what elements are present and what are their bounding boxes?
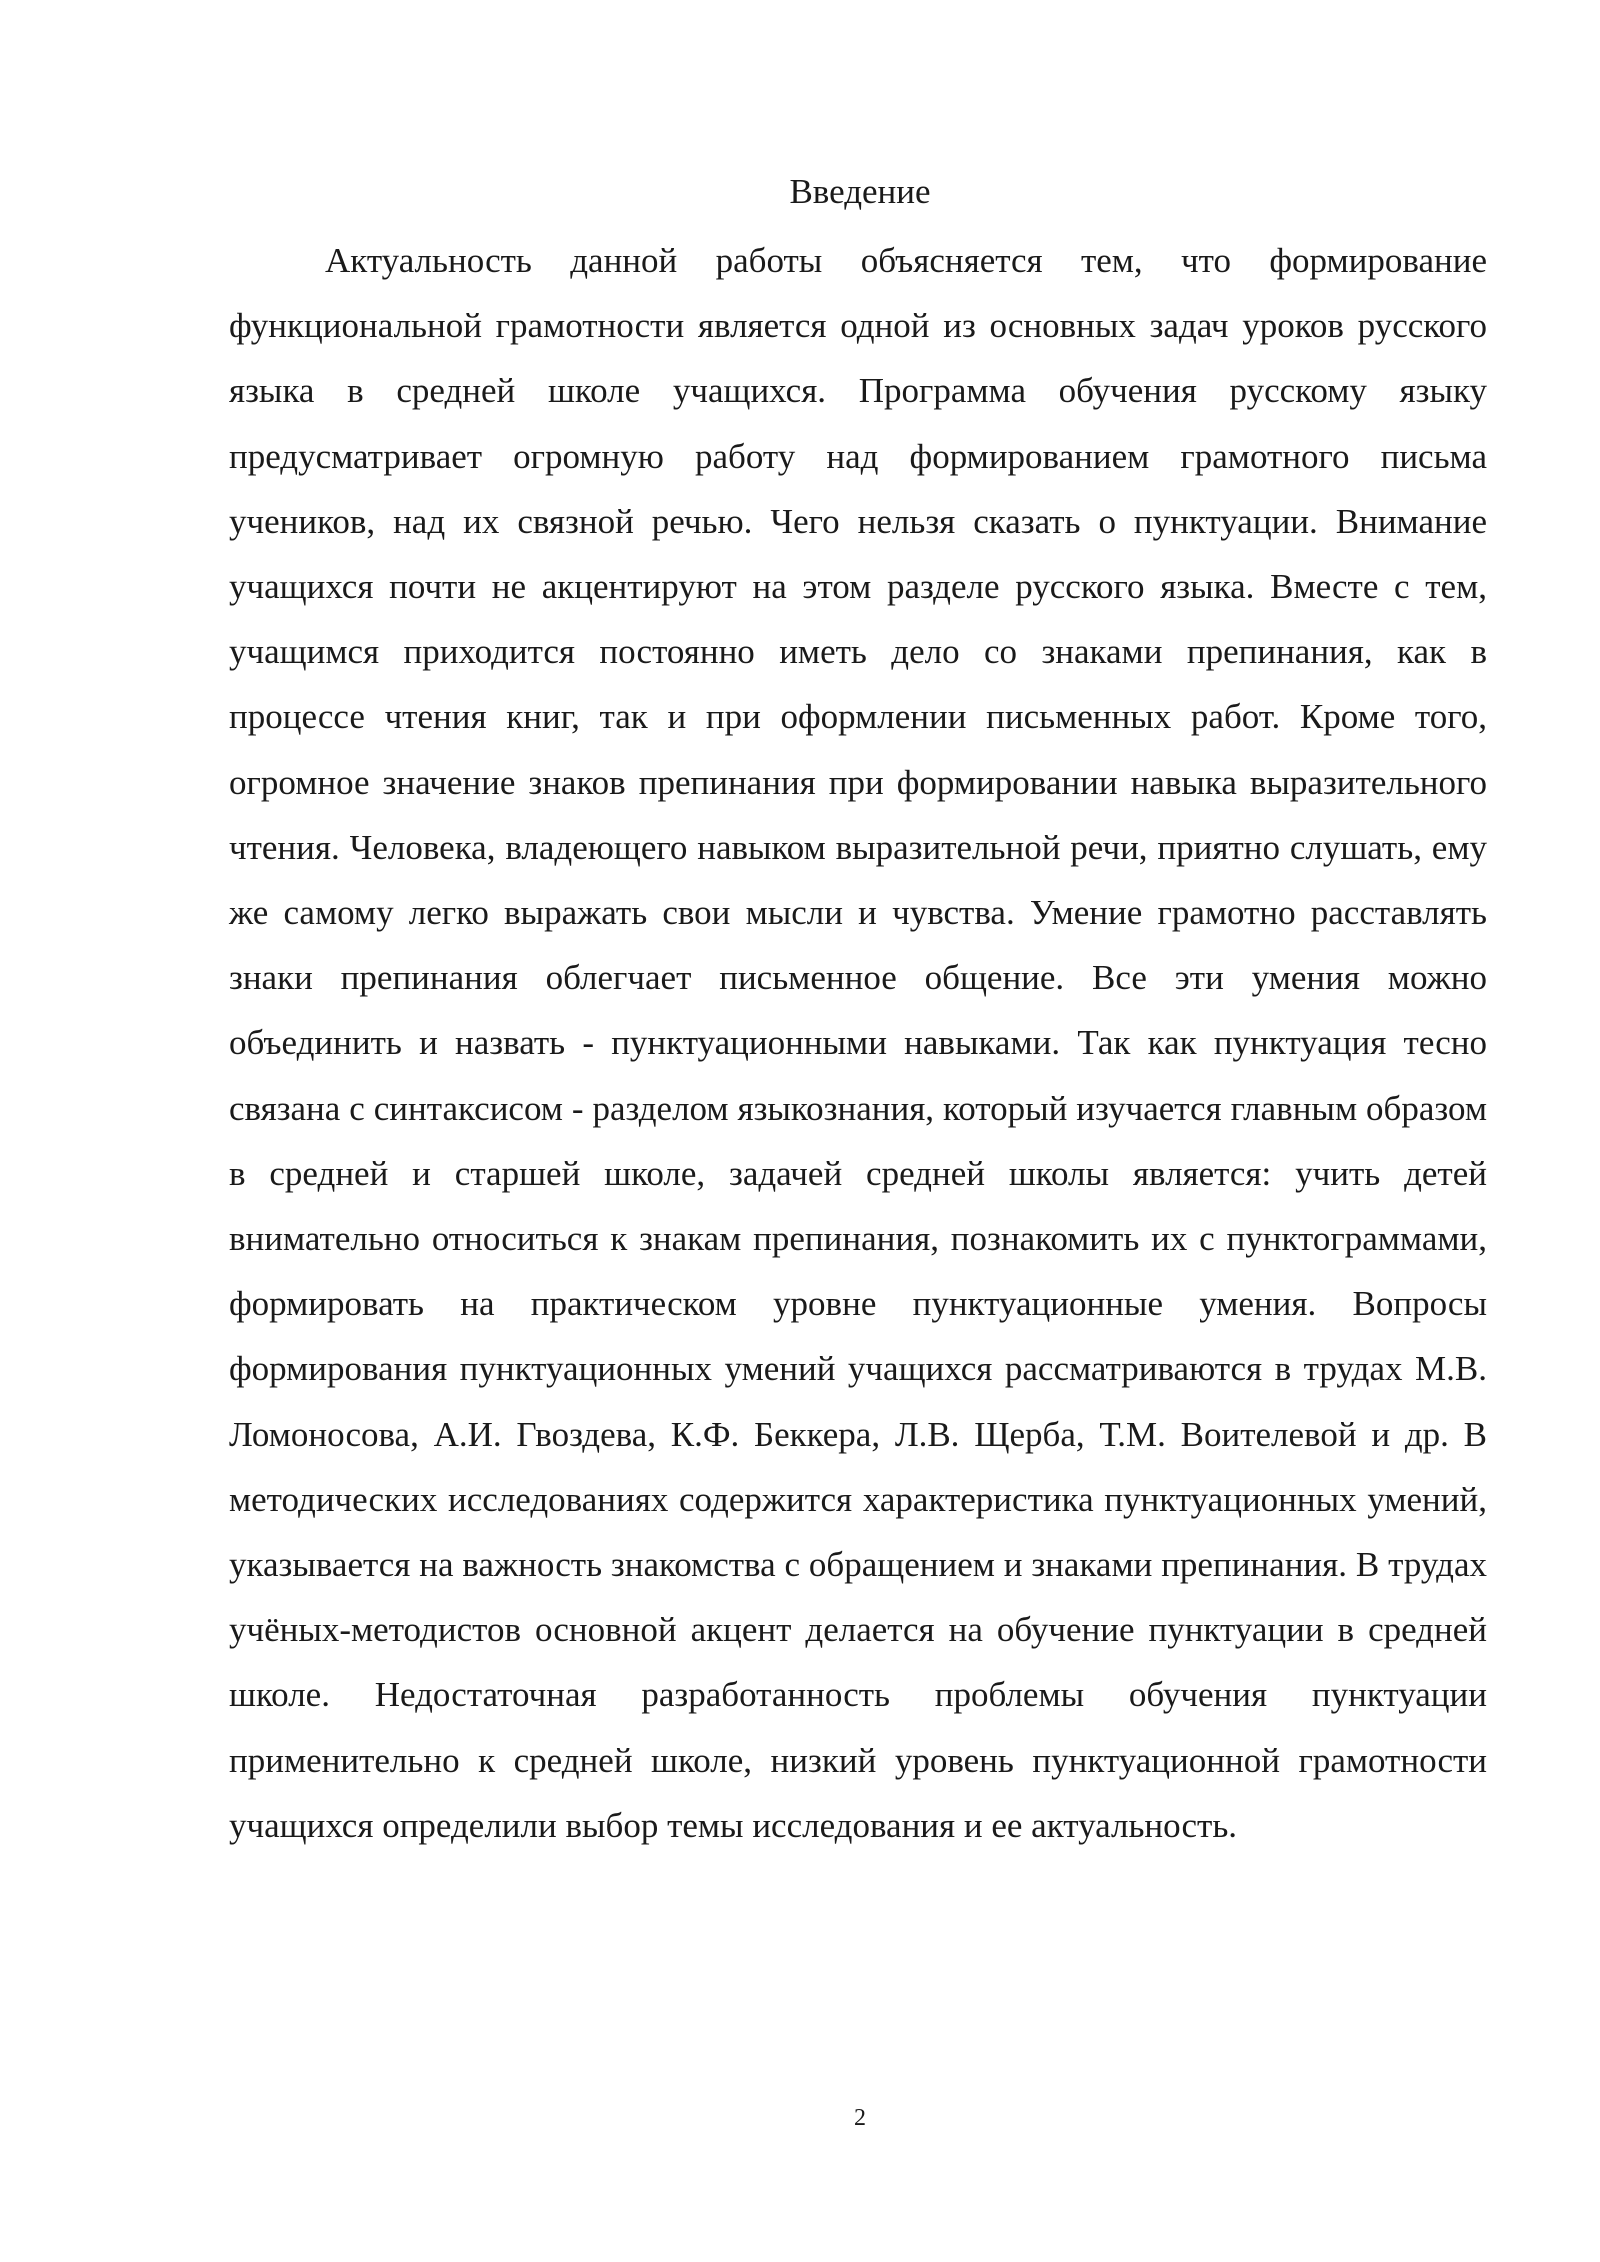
- body-paragraph: Актуальность данной работы объясняется тем, что формирование функциональной грамотности является одной из основных задач уроков русского языка в средней школе учащихся. Программа обучения русскому языку предусматривает огромную работу над формированием грамотного письма учеников, над их связной речью. Чего нельзя сказать о пунктуации. Внимание учащихся почти не акцентируют на этом разделе русского языка. Вместе с тем, учащимся приходится постоянно иметь дело со знаками препинания, как в процессе чтения книг, так и при оформлении письменных работ. Кроме того, огромное значение знаков препинания при формировании навыка выразительного чтения. Человека, владеющего навыком выразительной речи, приятно слушать, ему же самому легко выражать свои мысли и чувства. Умение грамотно расставлять знаки препинания облегчает письменное общение. Все эти умения можно объединить и назвать - пунктуационными навыками. Так как пунктуация тесно связана с синтаксисом - разделом языкознания, который изучается главным образом в средней и старшей школе, задачей средней школы является: учить детей внимательно относиться к знакам препинания, познакомить их с пунктограммами, формировать на практическом уровне пунктуационные умения. Вопросы формирования пунктуационных умений учащихся рассматриваются в трудах М.В. Ломоносова, А.И. Гвоздева, К.Ф. Беккера, Л.В. Щерба, Т.М. Воителевой и др. В методических исследованиях содержится характеристика пунктуационных умений, указывается на важность знакомства с обращением и знаками препинания. В трудах учёных-методистов основной акцент делается на обучение пунктуации в средней школе. Недостаточная разработанность проблемы обучения пунктуации применительно к средней школе, низкий уровень пунктуационной грамотности учащихся определили выбор темы исследования и ее актуальность.: [229, 241, 1487, 1845]
- section-heading: Введение: [789, 172, 931, 211]
- page-number: 2: [854, 2105, 866, 2131]
